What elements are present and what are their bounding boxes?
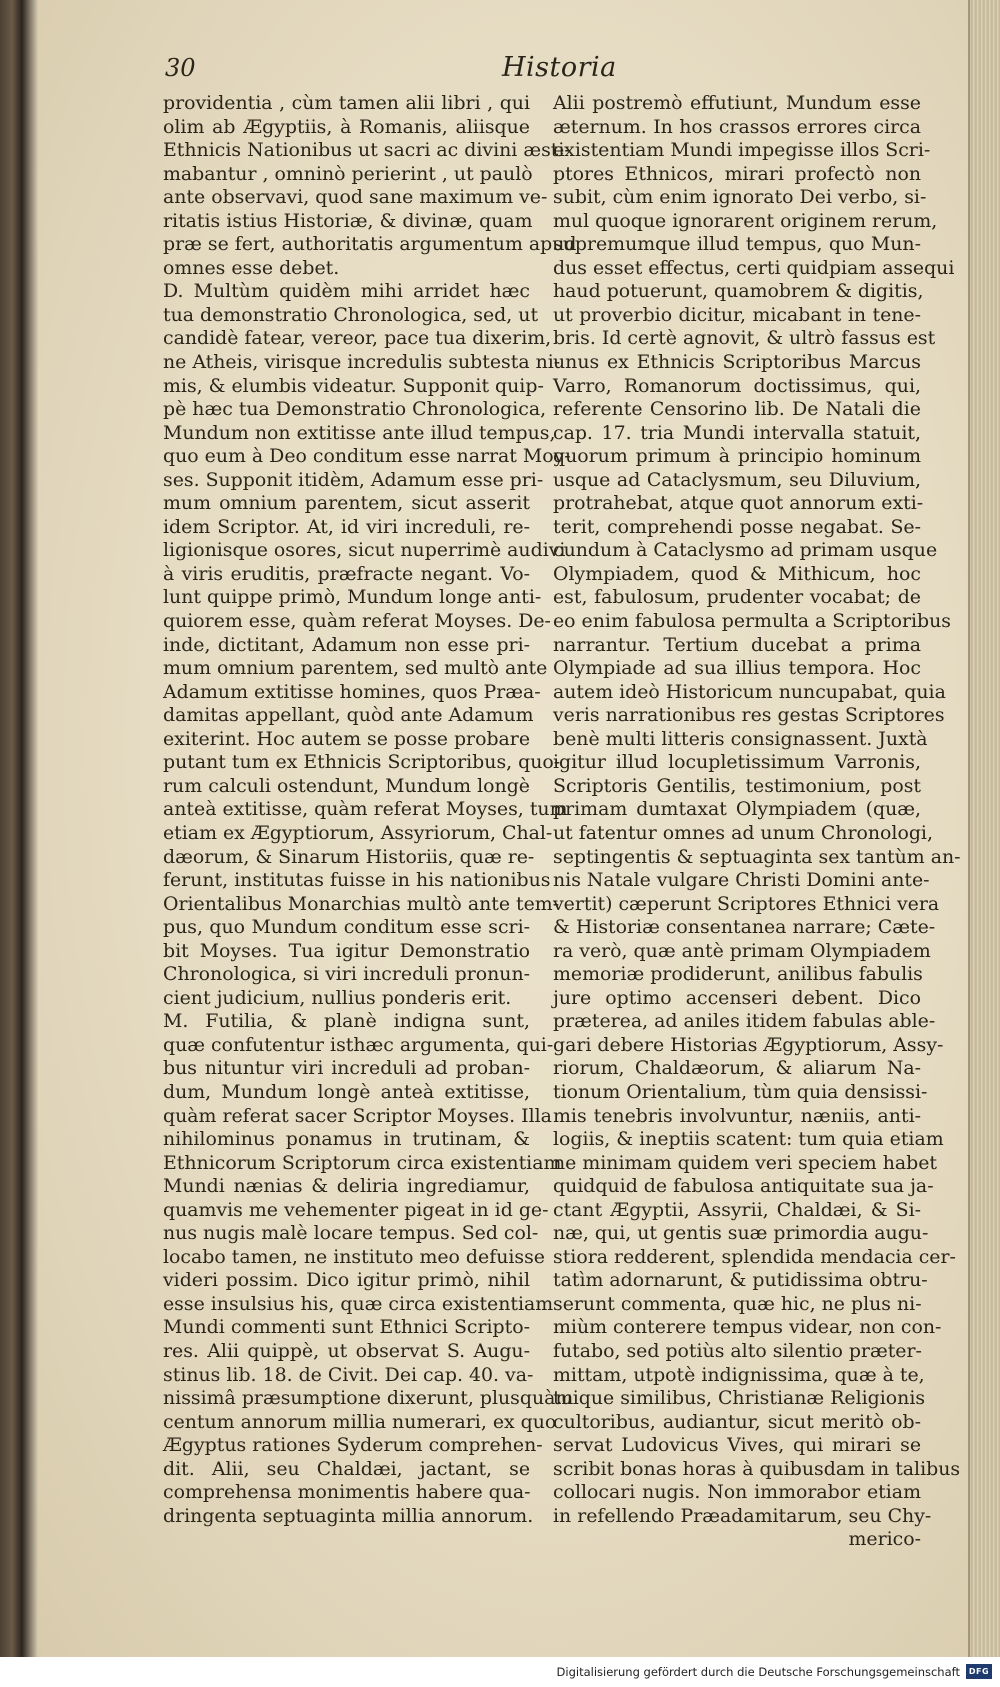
text-line: serunt commenta, quæ hic, ne plus ni- — [553, 1292, 922, 1315]
text-line: dæorum, & Sinarum Historiis, quæ re- — [163, 845, 535, 868]
text-line: bus nituntur viri increduli ad proban- — [163, 1057, 530, 1080]
text-line: riorum, Chaldæorum, & aliarum Na- — [553, 1057, 921, 1080]
text-line: supremumque illud tempus, quo Mun- — [553, 233, 921, 256]
text-line: dit. Alii, seu Chaldæi, jactant, se — [163, 1457, 530, 1480]
text-line: stiora redderent, splendida mendacia cer- — [553, 1245, 956, 1268]
text-line: mis tenebris involvuntur, næniis, anti- — [553, 1104, 921, 1127]
text-line: damitas appellant, quòd ante Adamum — [163, 704, 534, 727]
text-line: dum, Mundum longè anteà extitisse, — [163, 1080, 530, 1103]
text-line: centum annorum millia numerari, ex quo — [163, 1410, 557, 1433]
text-line: nis Natale vulgare Christi Domini ante- — [553, 869, 930, 892]
text-line: Adamum extitisse homines, quos Præa- — [163, 680, 541, 703]
text-line: cultoribus, audiantur, sicut meritò ob- — [553, 1410, 921, 1433]
text-line: primam dumtaxat Olympiadem (quæ, — [553, 798, 921, 821]
text-line: etiam ex Ægyptiorum, Assyriorum, Chal- — [163, 821, 553, 844]
dfg-logo: DFG — [966, 1664, 992, 1679]
text-line: res. Alii quippè, ut observat S. Augu- — [163, 1339, 530, 1362]
text-line: ra verò, quæ antè primam Olympiadem — [553, 939, 931, 962]
text-line: mul quoque ignorarent originem rerum, — [553, 209, 938, 232]
text-line: anteà extitisse, quàm referat Moyses, tum — [163, 798, 568, 821]
text-line: quæ confutentur isthæc argumenta, qui- — [163, 1033, 554, 1056]
text-line: mum omnium parentem, sicut asserit — [163, 492, 530, 515]
text-line: comprehensa monimentis habere qua- — [163, 1481, 531, 1504]
text-line: septingentis & septuaginta sex tantùm an- — [553, 845, 961, 868]
text-line: ligionisque osores, sicut nuperrimè audivi — [163, 539, 566, 562]
text-line: eo enim fabulosa permulta a Scriptoribus — [553, 610, 951, 633]
text-line: ne minimam quidem veri speciem habet — [553, 1151, 938, 1174]
text-line: M. Futilia, & planè indigna sunt, — [163, 1010, 530, 1033]
text-line: quamvis me vehementer pigeat in id ge- — [163, 1198, 549, 1221]
text-line: præ se fert, authoritatis argumentum apud — [163, 233, 577, 256]
text-line: gari debere Historias Ægyptiorum, Assy- — [553, 1033, 944, 1056]
text-line: dus esset effectus, certi quidpiam assequi — [553, 256, 955, 279]
text-line: autem ideò Historicum nuncupabat, quia — [553, 680, 946, 703]
text-line: terit, comprehendi posse negabat. Se- — [553, 515, 921, 538]
text-line: unus ex Ethnicis Scriptoribus Marcus — [553, 351, 921, 374]
text-line: videri possim. Dico igitur primò, nihil — [163, 1269, 530, 1292]
text-line: pus, quo Mundum conditum esse scri- — [163, 916, 530, 939]
text-line: nus nugis malè locare tempus. Sed col- — [163, 1222, 539, 1245]
running-title: Historia — [502, 52, 617, 83]
text-line: quo eum à Deo conditum esse narrat Moy- — [163, 445, 571, 468]
text-line: dringenta septuaginta millia annorum. — [163, 1504, 534, 1527]
right-text-column — [553, 92, 961, 1552]
text-line: ptores Ethnicos, mirari profectò non — [553, 162, 921, 185]
text-line: memoriæ prodiderunt, anilibus fabulis — [553, 963, 923, 986]
text-line: Olympiadem, quod & Mithicum, hoc — [553, 562, 921, 585]
text-line: in refellendo Præadamitarum, seu Chy- — [553, 1504, 932, 1527]
text-line: logiis, & ineptiis scatent: tum quia etiam — [553, 1128, 944, 1151]
text-line: tua demonstratio Chronologica, sed, ut — [163, 303, 539, 326]
text-line: exiterint. Hoc autem se posse probare — [163, 727, 531, 750]
text-line: Orientalibus Monarchias multò ante tem- — [163, 892, 560, 915]
text-line: providentia , cùm tamen alii libri , qui — [163, 92, 530, 114]
text-line: D. Multùm quidèm mihi arridet hæc — [163, 280, 530, 303]
funding-credit: Digitalisierung gefördert durch die Deutsche Forschungsgemeinschaft — [556, 1665, 960, 1679]
text-line: Alii postremò effutiunt, Mundum esse — [553, 92, 921, 114]
text-line: Mundi nænias & deliria ingrediamur, — [163, 1175, 530, 1198]
text-line: bris. Id certè agnovit, & ultrò fassus est — [553, 327, 936, 350]
text-line: tatìm adornarunt, & putidissima obtru- — [553, 1269, 928, 1292]
text-line: ut proverbio dicitur, micabant in tene- — [553, 303, 921, 326]
text-line: rum calculi ostendunt, Mundum longè — [163, 774, 530, 797]
text-line: collocari nugis. Non immorabor etiam — [553, 1481, 921, 1504]
text-line: usque ad Cataclysmum, seu Diluvium, — [553, 468, 921, 491]
text-line: haud potuerunt, quamobrem & digitis, — [553, 280, 924, 303]
text-line: quàm referat sacer Scriptor Moyses. Illa — [163, 1104, 552, 1127]
text-line: futabo, sed potiùs alto silentio præter- — [553, 1339, 922, 1362]
text-line: Ethnicis Nationibus ut sacri ac divini æsti- — [163, 139, 571, 162]
text-line: nihilominus ponamus in trutinam, & — [163, 1128, 530, 1151]
text-line: ante observavi, quod sane maximum ve- — [163, 186, 548, 209]
text-line: ferunt, institutas fuisse in his nationibus — [163, 869, 551, 892]
text-line: ses. Supponit itidèm, Adamum esse pri- — [163, 468, 544, 491]
text-line: præterea, ad aniles itidem fabulas able- — [553, 1010, 936, 1033]
text-line: bit Moyses. Tua igitur Demonstratio — [163, 939, 530, 962]
text-line: tionum Orientalium, tùm quia densissi- — [553, 1080, 928, 1103]
text-line: locabo tamen, ne instituto meo defuisse — [163, 1245, 545, 1268]
text-line: pè hæc tua Demonstratio Chronologica, — [163, 398, 547, 421]
text-line: ritatis istius Historiæ, & divinæ, quam — [163, 209, 533, 232]
text-line: mum omnium parentem, sed multò ante — [163, 657, 548, 680]
text-line: Ægyptus rationes Syderum comprehen- — [163, 1434, 543, 1457]
text-line: candidè fatear, vereor, pace tua dixerim, — [163, 327, 552, 350]
text-line: Varro, Romanorum doctissimus, qui, — [553, 374, 921, 397]
text-line: cient judicium, nullius ponderis erit. — [163, 986, 512, 1009]
text-line: veris narrationibus res gestas Scriptores — [553, 704, 945, 727]
text-line: à viris eruditis, præfracte negant. Vo- — [163, 562, 530, 585]
text-line: ctant Ægyptii, Assyrii, Chaldæi, & Si- — [553, 1198, 921, 1221]
text-line: cundum à Cataclysmo ad primam usque — [553, 539, 938, 562]
text-line: mabantur , omninò perierint , ut paulò — [163, 162, 533, 185]
text-line: benè multi litteris consignassent. Juxtà — [553, 727, 928, 750]
text-line: est, fabulosum, prudenter vocabat; de — [553, 586, 921, 609]
digitization-footer — [0, 1657, 1000, 1687]
left-text-column — [163, 92, 577, 1528]
text-line: æternum. In hos crassos errores circa — [553, 115, 921, 138]
text-line: ne Atheis, virisque incredulis subtesta ni- — [163, 351, 561, 374]
text-line: mis, & elumbis videatur. Supponit quip- — [163, 374, 544, 397]
text-line: Mundi commenti sunt Ethnici Scripto- — [163, 1316, 530, 1339]
text-line: Mundum non extitisse ante illud tempus, — [163, 421, 556, 444]
text-line: Scriptoris Gentilis, testimonium, post — [553, 774, 921, 797]
text-line: igitur illud locupletissimum Varronis, — [553, 751, 921, 774]
text-line: cap. 17. tria Mundi intervalla statuit, — [553, 421, 921, 444]
text-line: esse insulsius his, quæ circa existentiam — [163, 1292, 554, 1315]
text-line: idem Scriptor. At, id viri increduli, re- — [163, 515, 530, 538]
text-line: quidquid de fabulosa antiquitate sua ja- — [553, 1175, 934, 1198]
text-line: stinus lib. 18. de Civit. Dei cap. 40. va- — [163, 1363, 534, 1386]
text-line: lunt quippe primò, Mundum longe anti- — [163, 586, 542, 609]
text-line: Chronologica, si viri increduli pronun- — [163, 963, 530, 986]
text-line: vertit) cæperunt Scriptores Ethnici vera — [553, 892, 940, 915]
page-edges — [970, 0, 1000, 1657]
text-line: servat Ludovicus Vives, qui mirari se — [553, 1434, 921, 1457]
text-line: quiorem esse, quàm referat Moyses. De- — [163, 610, 551, 633]
text-line: ut fatentur omnes ad unum Chronologi, — [553, 821, 933, 844]
text-line: inde, dictitant, Adamum non esse pri- — [163, 633, 530, 656]
text-line: Ethnicorum Scriptorum circa existentiam — [163, 1151, 562, 1174]
text-line: miùm conterere tempus videar, non con- — [553, 1316, 942, 1339]
text-line: existentiam Mundi impegisse illos Scri- — [553, 139, 931, 162]
text-line: tuique similibus, Christianæ Religionis — [553, 1387, 926, 1410]
text-line: merico- — [848, 1528, 921, 1551]
text-line: mittam, utpotè indignissima, quæ à te, — [553, 1363, 925, 1386]
text-line: narrantur. Tertium ducebat a prima — [553, 633, 921, 656]
text-line: næ, qui, ut gentis suæ primordia augu- — [553, 1222, 929, 1245]
page-header — [0, 50, 1000, 90]
text-line: omnes esse debet. — [163, 256, 340, 279]
text-line: scribit bonas horas à quibusdam in talibus — [553, 1457, 961, 1480]
text-line: quorum primum à principio hominum — [553, 445, 921, 468]
text-line: referente Censorino lib. De Natali die — [553, 398, 921, 421]
text-line: olim ab Ægyptiis, à Romanis, aliisque — [163, 115, 530, 138]
text-line: nissimâ præsumptione dixerunt, plusquàm — [163, 1387, 574, 1410]
text-line: subit, cùm enim ignorato Dei verbo, si- — [553, 186, 927, 209]
text-line: jure optimo accenseri debent. Dico — [553, 986, 921, 1009]
text-line: & Historiæ consentanea narrare; Cæte- — [553, 916, 936, 939]
page-number: 30 — [165, 54, 196, 82]
text-line: putant tum ex Ethnicis Scriptoribus, quo- — [163, 751, 561, 774]
text-line: protrahebat, atque quot annorum exti- — [553, 492, 924, 515]
text-line: Olympiade ad sua illius tempora. Hoc — [553, 657, 921, 680]
